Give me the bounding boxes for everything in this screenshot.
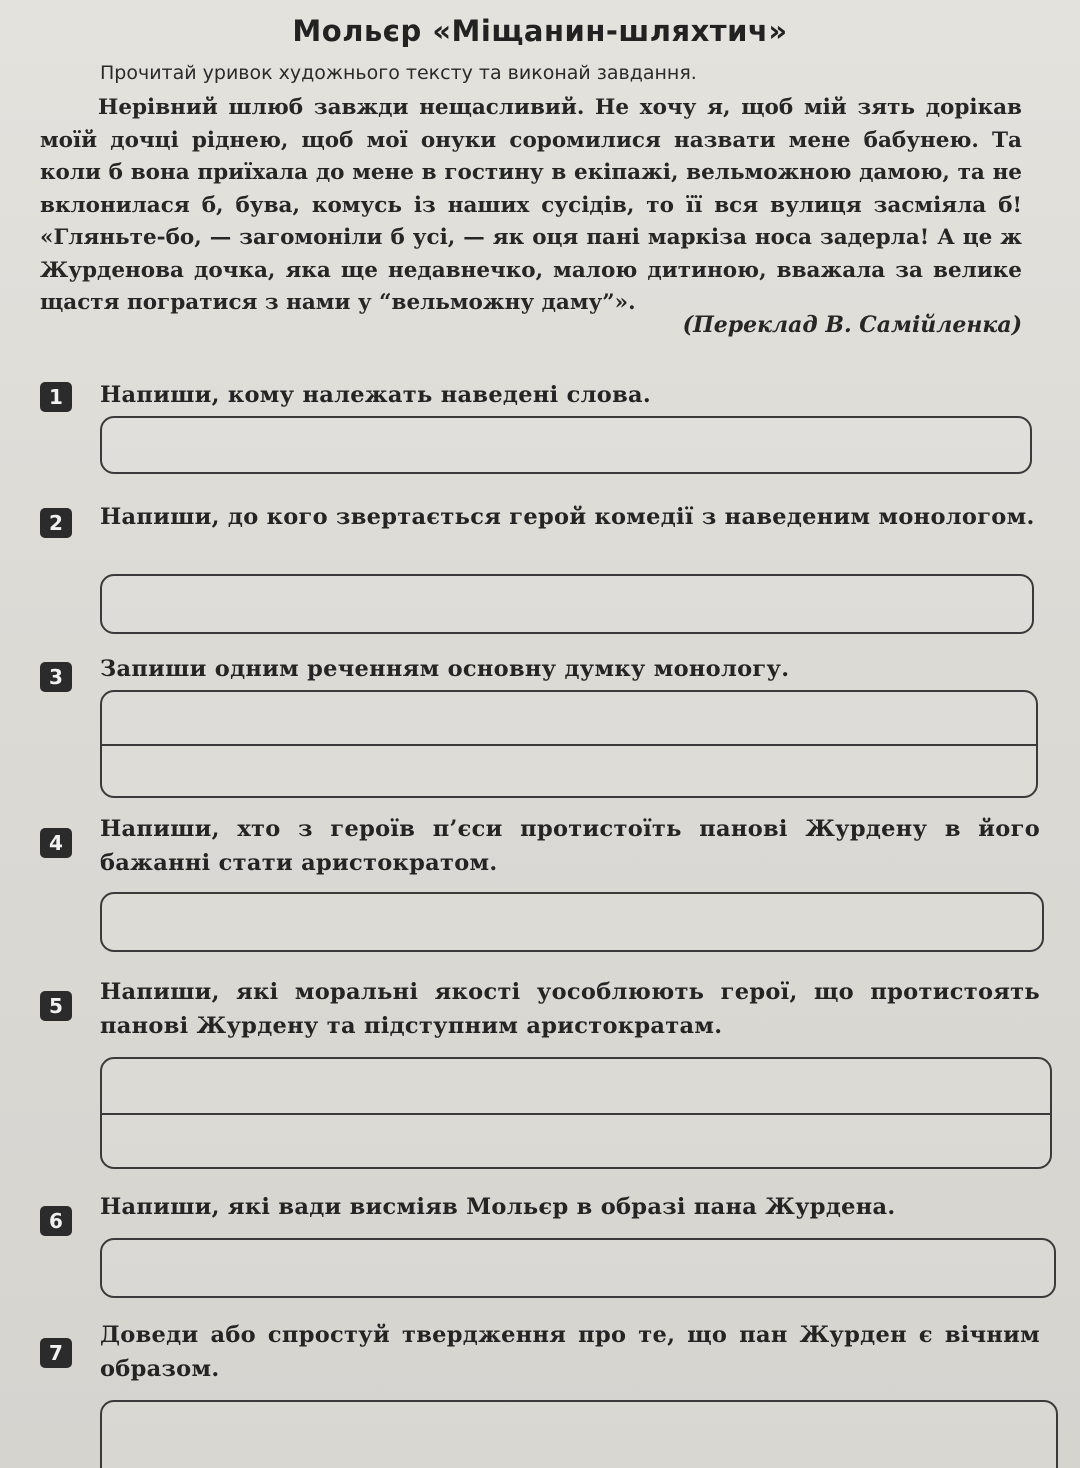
- answer-field[interactable]: [100, 1057, 1052, 1169]
- task-question: Напиши, які моральні якості уособлюють герої, що протистоять панові Журдену та підступним аристократам.: [100, 979, 1040, 1039]
- task-question: Доведи або спростуй твердження про те, що пан Журден є вічним образом.: [100, 1322, 1040, 1382]
- answer-field[interactable]: [100, 892, 1044, 952]
- task-question: Напиши, які вади висміяв Мольєр в образі пана Журдена.: [100, 1194, 896, 1220]
- page-title: Мольєр «Міщанин-шляхтич»: [292, 14, 788, 48]
- task-number-badge: 6: [40, 1206, 72, 1236]
- task-question: Напиши, до кого звертається герой комедії з наведеним монологом.: [100, 504, 1035, 530]
- literary-passage: [40, 92, 1022, 320]
- answer-line: [102, 744, 1036, 746]
- translation-credit: (Переклад В. Самійленка): [682, 312, 1022, 338]
- task-number-badge: 4: [40, 828, 72, 858]
- instruction-text: Прочитай уривок художнього тексту та виконай завдання.: [100, 62, 697, 84]
- passage-text: Нерівний шлюб завжди нещасливий. Не хочу я, щоб мій зять дорікав моїй дочці ріднею, щоб мої онуки соромилися назвати мене бабунею. Та коли б вона приїхала до мене в гостину в екіпажі, вельможною дамою, та не вклонилася б, бува, комусь із наших сусідів, то її вся вулиця засміяла б! «Гляньте-бо, — загомоніли б усі, — як оця пані маркіза носа задерла! А це ж Журденова дочка, яка ще недавнечко, малою дитиною, вважала за велике щастя погратися з нами у “вельможну даму”».: [40, 95, 1022, 315]
- answer-field[interactable]: [100, 574, 1034, 634]
- answer-field[interactable]: [100, 690, 1038, 798]
- answer-field[interactable]: [100, 1400, 1058, 1468]
- task-number-badge: 7: [40, 1338, 72, 1368]
- task-question: Напиши, хто з героїв п’єси протистоїть панові Журдену в його бажанні стати аристократом.: [100, 816, 1040, 876]
- task-number-badge: 2: [40, 508, 72, 538]
- task-number-badge: 5: [40, 991, 72, 1021]
- answer-line: [102, 1113, 1050, 1115]
- answer-field[interactable]: [100, 1238, 1056, 1298]
- task-number-badge: 3: [40, 662, 72, 692]
- task-question: Напиши, кому належать наведені слова.: [100, 382, 652, 408]
- task-question: Запиши одним реченням основну думку монологу.: [100, 656, 790, 682]
- task-number-badge: 1: [40, 382, 72, 412]
- answer-field[interactable]: [100, 416, 1032, 474]
